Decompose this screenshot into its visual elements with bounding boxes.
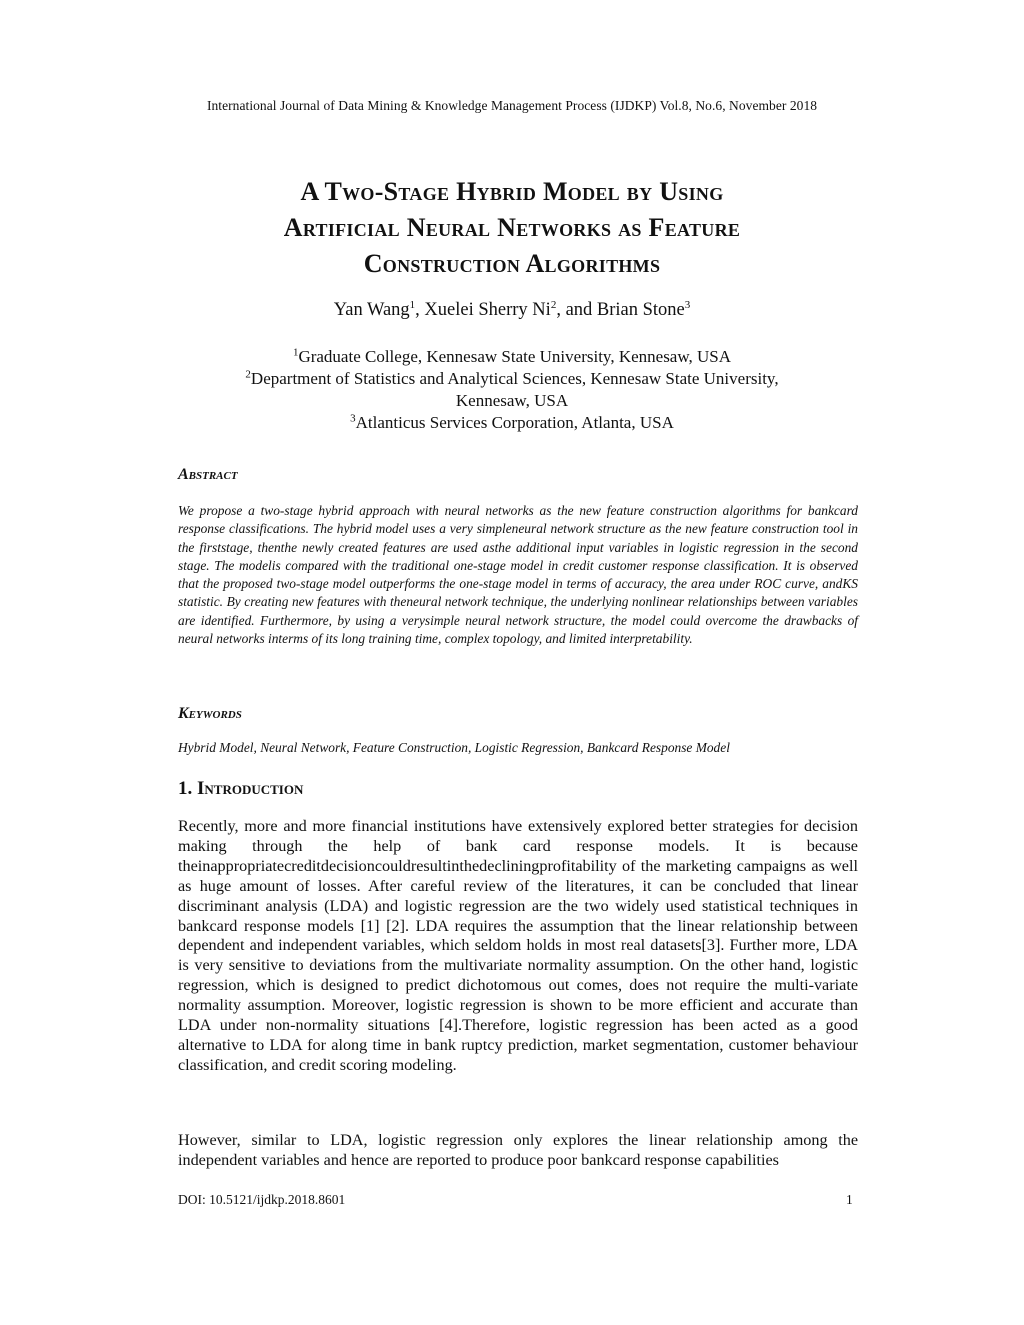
affiliation-3 bbox=[0, 412, 1024, 434]
affil-text: Department of Statistics and Analytical Sciences, Kennesaw State University, bbox=[250, 369, 779, 388]
introduction-heading: 1. Introduction bbox=[178, 778, 304, 799]
title-line-2: Artificial Neural Networks as Feature bbox=[283, 213, 741, 242]
abstract-heading: Abstract bbox=[178, 466, 238, 483]
running-header: International Journal of Data Mining & Knowledge Management Process (IJDKP) Vol.8, No.6, November 2018 bbox=[206, 98, 818, 113]
affil-sup: 3 bbox=[350, 412, 356, 425]
doi: DOI: 10.5121/ijdkp.2018.8601 bbox=[178, 1192, 346, 1207]
author-sup: 3 bbox=[684, 298, 691, 311]
affil-sup: 1 bbox=[292, 346, 299, 359]
page-number: 1 bbox=[846, 1192, 853, 1207]
author-list bbox=[0, 300, 1024, 321]
author-name: Xuelei Sherry Ni bbox=[424, 300, 551, 320]
author-name: Brian Stone bbox=[596, 300, 685, 320]
keywords-text: Hybrid Model, Neural Network, Feature Construction, Logistic Regression, Bankcard Response Model bbox=[178, 740, 730, 755]
paper-title bbox=[0, 174, 1024, 282]
intro-paragraph-2: However, similar to LDA, logistic regression only explores the linear relationship among the independent variables and hence are reported to produce poor bankcard response capabilities bbox=[178, 1131, 858, 1169]
affiliation-2-cont: Kennesaw, USA bbox=[455, 391, 569, 410]
author-sep: , bbox=[415, 300, 425, 320]
affil-text: Atlanticus Services Corporation, Atlanta, USA bbox=[355, 413, 674, 432]
affiliation-2 bbox=[0, 368, 1024, 390]
abstract-text: We propose a two-stage hybrid approach with neural networks as the new feature construction algorithms for bankcard response classifications. The hybrid model uses a very simpleneural network structure as the new feature construction tool in the firststage, thenthe newly created features are used asthe additional input variables in logistic regression in the second stage. The modelis compared with the traditional one-stage model in credit customer response classification. It is observed that the proposed two-stage model outperforms the one-stage model in terms of accuracy, the area under ROC curve, andKS statistic. By creating new features with theneural network technique, the underlying nonlinear relationships between variables are identified. Furthermore, by using a verysimple neural network structure, the model could overcome the drawbacks of neural networks interms of its long training time, complex topology, and limited interpretability. bbox=[178, 503, 858, 647]
keywords-heading: Keywords bbox=[178, 705, 242, 722]
author-sep: , and bbox=[556, 300, 597, 320]
affil-sup: 2 bbox=[245, 368, 251, 381]
affiliation-1 bbox=[0, 346, 1024, 368]
intro-paragraph-1: Recently, more and more financial institutions have extensively explored better strategies for decision making through the help of bank card response models. It is because theinappropriatecreditdecisioncouldresultinthedecliningprofitability of the marketing campaigns as well as huge amount of losses. After careful review of the literatures, it can be concluded that linear discriminant analysis (LDA) and logistic regression are the two widely used statistical techniques in bankcard response models [1] [2]. LDA requires the assumption that the linear relationship between dependent and independent variables, which seldom holds in most real datasets[3]. Further more, LDA is very sensitive to deviations from the multivariate normality assumption. On the other hand, logistic regression, which is designed to predict dichotomous out comes, does not require the multi-variate normality assumption. Moreover, logistic regression is shown to be more efficient and accurate than LDA under non-normality situations [4].Therefore, logistic regression has been acted as a good alternative to LDA for along time in bank ruptcy prediction, market segmentation, customer behaviour classification, and credit scoring modeling. bbox=[178, 817, 858, 1074]
title-line-1: A Two-Stage Hybrid Model by Using bbox=[300, 177, 724, 206]
author-name: Yan Wang bbox=[333, 300, 410, 320]
author-sup: 2 bbox=[550, 298, 557, 311]
title-line-3: Construction Algorithms bbox=[363, 249, 661, 278]
affil-text: Graduate College, Kennesaw State University, Kennesaw, USA bbox=[298, 347, 732, 366]
affiliations bbox=[0, 346, 1024, 434]
author-sup: 1 bbox=[409, 298, 416, 311]
